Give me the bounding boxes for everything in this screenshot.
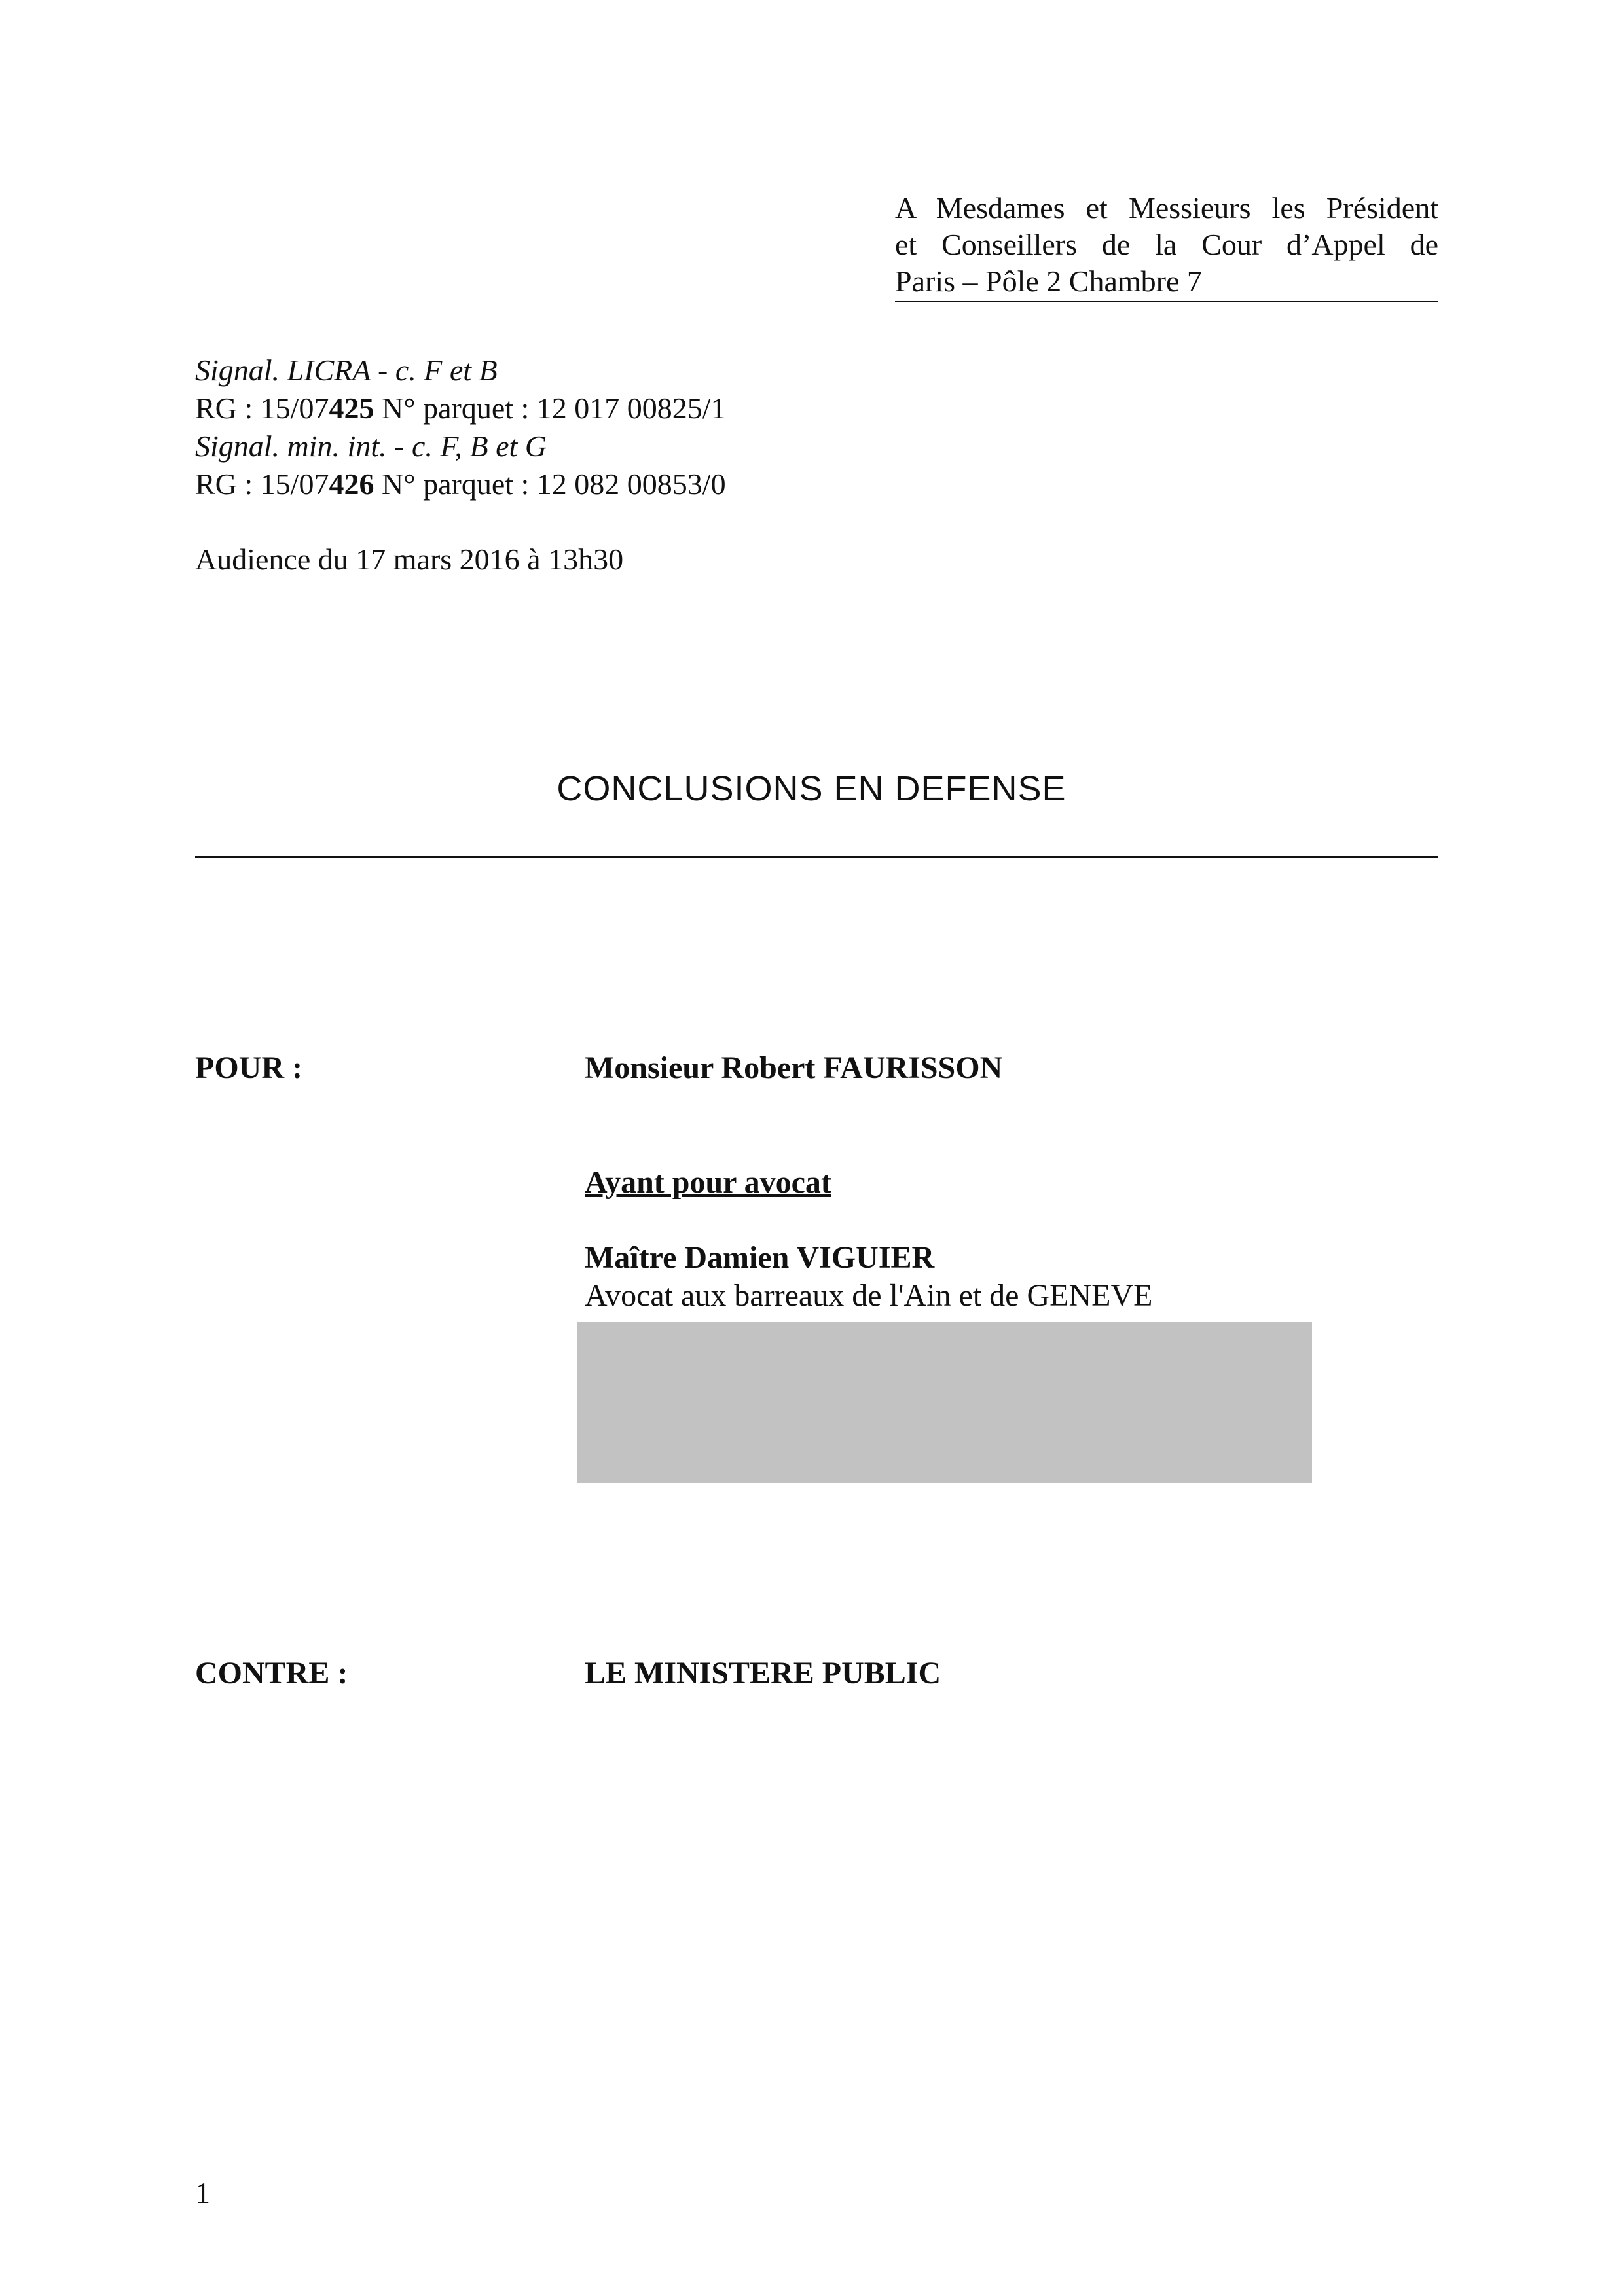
redaction-box xyxy=(577,1322,1312,1483)
case1-rg-suffix: N° parquet : 12 017 00825/1 xyxy=(374,391,726,425)
case2-title: Signal. min. int. - c. F, B et G xyxy=(195,429,547,463)
hearing-date: Audience du 17 mars 2016 à 13h30 xyxy=(195,543,624,576)
case2-rg-number: 426 xyxy=(329,467,374,501)
addressee-line-1: A Mesdames et Messieurs les Président xyxy=(895,191,1438,224)
case2-rg-prefix: RG : 15/07 xyxy=(195,467,329,501)
page-number: 1 xyxy=(195,2176,210,2210)
avocat-name: Maître Damien VIGUIER xyxy=(585,1240,935,1275)
contre-name: LE MINISTERE PUBLIC xyxy=(585,1656,941,1691)
pour-label: POUR : xyxy=(195,1050,302,1085)
addressee-line-2: et Conseillers de la Cour d’Appel de xyxy=(895,228,1438,261)
case-references xyxy=(195,351,726,503)
title-divider xyxy=(195,856,1438,858)
pour-name: Monsieur Robert FAURISSON xyxy=(585,1050,1003,1085)
addressee-block xyxy=(895,190,1438,302)
document-title: CONCLUSIONS EN DEFENSE xyxy=(556,769,1067,808)
contre-label: CONTRE : xyxy=(195,1656,348,1691)
avocat-bar-membership: Avocat aux barreaux de l'Ain et de GENEVE xyxy=(585,1278,1153,1313)
case1-rg xyxy=(195,389,726,427)
case2-rg-suffix: N° parquet : 12 082 00853/0 xyxy=(374,467,726,501)
case1-rg-number: 425 xyxy=(329,391,374,425)
case2-rg xyxy=(195,465,726,503)
case1-title: Signal. LICRA - c. F et B xyxy=(195,353,498,387)
case1-rg-prefix: RG : 15/07 xyxy=(195,391,329,425)
addressee-line-3: Paris – Pôle 2 Chambre 7 xyxy=(895,264,1202,298)
avocat-heading: Ayant pour avocat xyxy=(585,1165,831,1200)
